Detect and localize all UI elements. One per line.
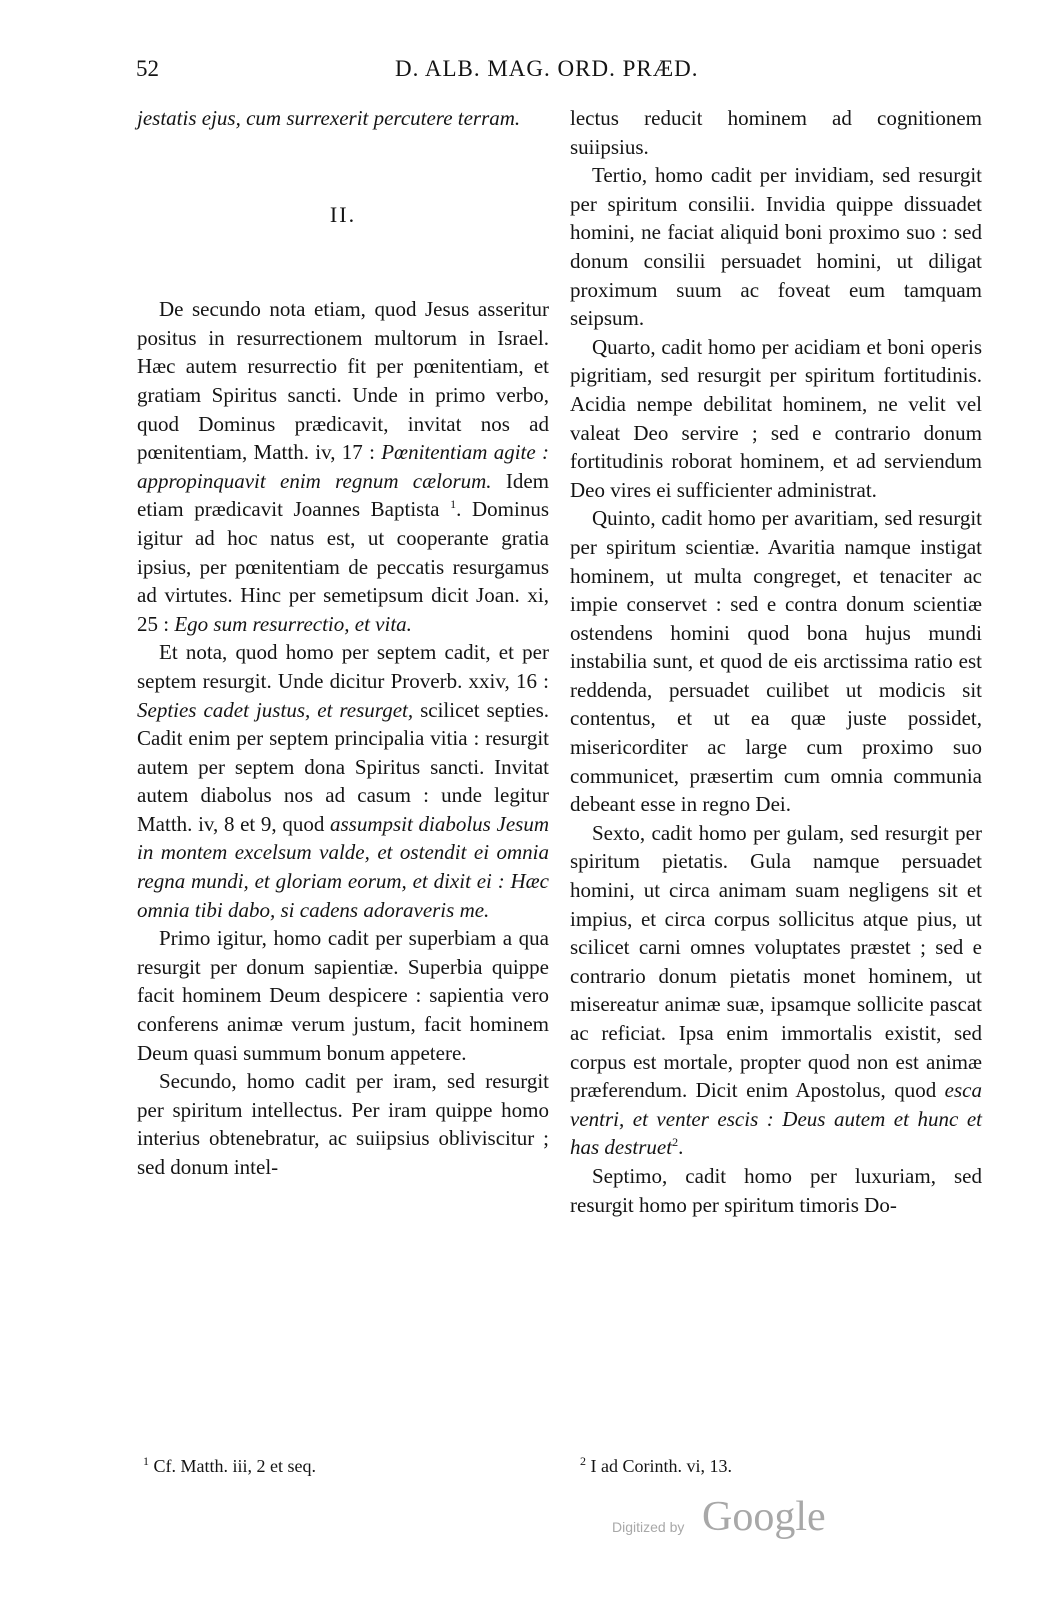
footnote-text: I ad Corinth. vi, 13. (586, 1456, 732, 1476)
paragraph (137, 295, 549, 638)
footnote-mark: 2 (580, 1454, 586, 1468)
page-number: 52 (136, 56, 159, 81)
footnote-ref: 1 (450, 497, 457, 512)
paragraph (137, 638, 549, 924)
paragraph: Quinto, cadit homo per avaritiam, sed resurgit per spiritum scientiæ. Avaritia namque instigat hominem, ut multa congreget, et tenaciter ac impie conservet : sed e contra donum scientiæ ostendens homini quod bona hujus mundi instabilia sunt, et quod de eis arctissima ratio est reddenda, persuadet cuilibet ut modicis sit contentus, et ut ea quæ juste possidet, misericorditer ac large cum proximo suo communicet, præsertim cum omnia communia debeant esse in regno Dei. (570, 506, 982, 817)
paragraph: Tertio, homo cadit per invidiam, sed resurgit per spiritum consilii. Invidia quippe dissuadet homini, ne faciat aliquid boni proximo suo : sed donum consilii persuadet homini, ut diligat proximum suum ac foveat eum tamquam seipsum. (570, 163, 982, 331)
paragraph: lectus reducit hominem ad cognitionem suiipsius. (570, 106, 982, 159)
text-run: Et nota, quod homo per septem cadit, et per septem resurgit. Unde dicitur Proverb. xxiv, 16 : (137, 640, 549, 693)
footnote-ref: 2 (672, 1135, 679, 1150)
section-number: II. (329, 201, 357, 227)
italic-text: assumpsit diabolus Jesum in montem excelsum valde, et ostendit ei omnia regna mundi, et gloriam eorum, et dixit ei : Hæc omnia tibi dabo, si cadens adoraveris me. (137, 811, 549, 922)
text-run: scilicet septies. Cadit enim per septem principalia vitia : resurgit autem per septem dona Spiritus sancti. Invitat autem diabolus nos ad casum : unde legitur Matth. iv, 8 et 9, quod (137, 697, 549, 836)
paragraph (570, 819, 982, 1162)
paragraph: Secundo, homo cadit per iram, sed resurgit per spiritum intellectus. Per iram quippe homo interius obtenebratur, ac suiipsius obliviscitur ; sed donum intel- (137, 1069, 549, 1179)
right-column (570, 104, 982, 1219)
paragraph: Primo igitur, homo cadit per superbiam a qua resurgit per donum sapientiæ. Superbia quippe facit hominem Deum despicere : sapientia vero conferens animæ verum justum, facit hominem Deum quasi summum bonum appetere. (137, 926, 549, 1065)
text-run: Sexto, cadit homo per gulam, sed resurgit per spiritum pietatis. Gula namque persuadet homini, ut circa animam suam negligens sit et impius, et circa corpus sollicitus atque pius, ut scilicet carni omnes voluptates præstet ; sed e contrario donum pietatis monet hominem, ut misereatur animæ suæ, ipsamque sollicite pascat ac reficiat. Ipsa enim immortalis existit, sed corpus est mortale, propter quod non est animæ præferendum. Dicit enim Apostolus, quod (570, 820, 982, 1103)
italic-text: Pœnitentiam agite : appropinquavit enim regnum cælorum. (137, 440, 549, 493)
italic-text: Septies cadet justus, et resurget, (137, 697, 414, 722)
text-run: . Dominus igitur ad hoc natus est, ut cooperante gratia ipsius, per pœnitentiam de peccatis resurgamus ad virtutes. Hinc per semetipsum dicit Joan. xi, 25 : (137, 497, 549, 636)
running-title: D. ALB. MAG. ORD. PRÆD. (395, 56, 699, 81)
footnote-2 (580, 1456, 732, 1477)
google-logo: Google (702, 1494, 826, 1540)
italic-text: esca ventri, et venter escis : Deus autem et hunc et has destruet (570, 1078, 982, 1160)
text-run: . (678, 1135, 684, 1160)
paragraph: Septimo, cadit homo per luxuriam, sed resurgit homo per spiritum timoris Do- (570, 1163, 982, 1217)
footnote-1 (143, 1456, 316, 1477)
paragraph: Quarto, cadit homo per acidiam et boni operis pigritiam, sed resurgit per spiritum fortitudinis. Acidia nempe debilitat hominem, ne velit vel valeat Deo servire ; sed e contrario donum fortitudinis roborat hominem, et ad serviendum Deo vires ei sufficienter administrat. (570, 334, 982, 502)
footnote-mark: 1 (143, 1454, 149, 1468)
footnote-text: Cf. Matth. iii, 2 et seq. (149, 1456, 316, 1476)
paragraph (137, 104, 549, 133)
italic-text: Ego sum resurrectio, et vita. (174, 611, 412, 636)
text-run: De secundo nota etiam, quod Jesus asseritur positus in resurrectionem multorum in Israel. Hæc autem resurrectio fit per pœnitentiam, et gratiam Spiritus sancti. Unde in primo verbo, quod Dominus prædicavit, invitat nos ad pœnitentiam, Matth. iv, 17 : (137, 297, 549, 465)
left-column (137, 104, 549, 1182)
text-run: Idem etiam prædicavit Joannes Baptista (137, 468, 549, 522)
italic-text: jestatis ejus, cum surrexerit percutere terram. (137, 106, 521, 130)
watermark-prefix: Digitized by (612, 1519, 685, 1535)
page-header (0, 52, 1055, 92)
